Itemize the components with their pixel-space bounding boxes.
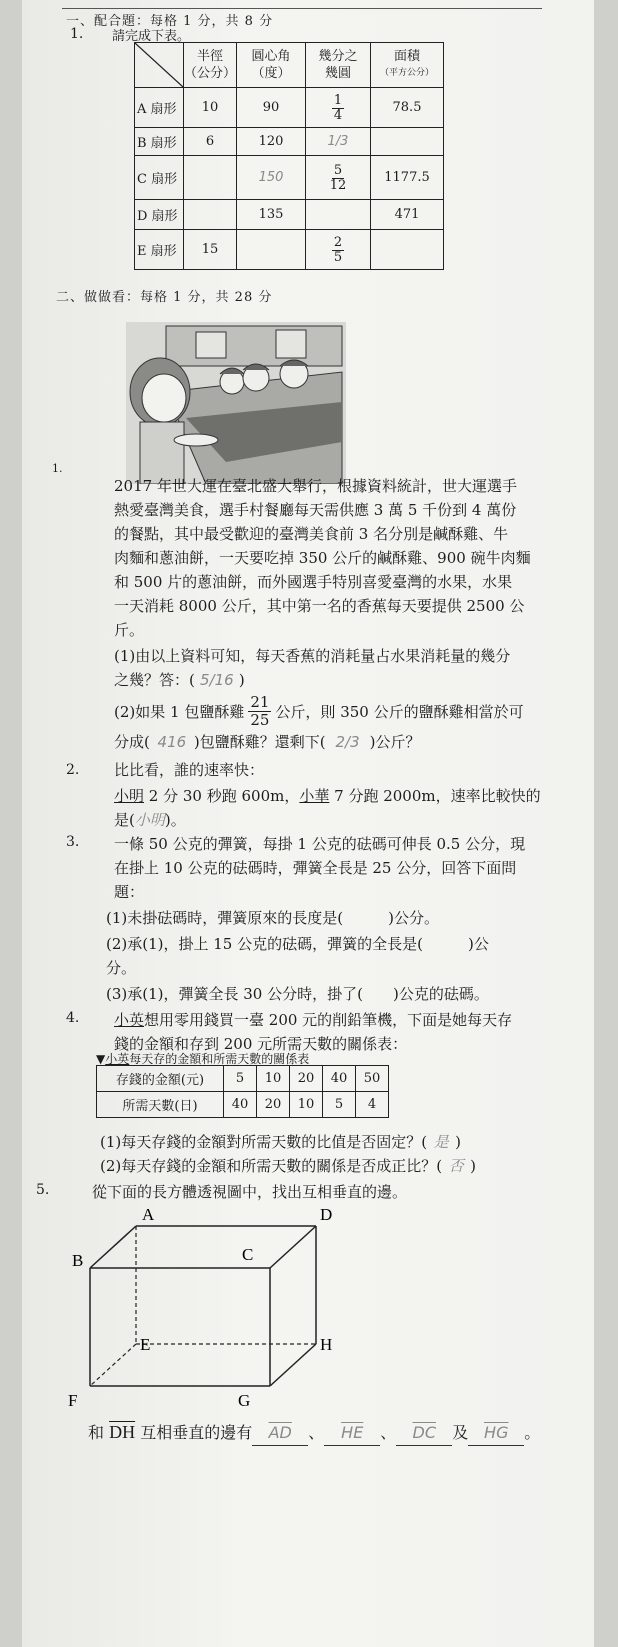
s2-q4-sub1: (1)每天存錢的金額對所需天數的比值是否固定？( 是 ) bbox=[100, 1130, 461, 1154]
vertex-label-G: G bbox=[238, 1391, 251, 1410]
illustration-graphic bbox=[126, 322, 346, 484]
cell: 40 bbox=[323, 1066, 356, 1092]
section1-heading: 一、配合題：每格 1 分，共 8 分 bbox=[66, 14, 274, 29]
table-corner-cell bbox=[135, 43, 184, 88]
cell: 10 bbox=[257, 1066, 290, 1092]
cafeteria-illustration bbox=[126, 322, 346, 484]
s2-q2-line1: 比比看，誰的速率快： bbox=[114, 761, 265, 779]
s2-q1-sub1-line: (1)由以上資料可知，每天香蕉的消耗量占水果消耗量的幾分 bbox=[114, 647, 511, 665]
cell-radius bbox=[184, 156, 237, 200]
s2-q1-line: 的餐點，其中最受歡迎的臺灣美食前 3 名分別是鹹酥雞、牛 bbox=[114, 525, 509, 543]
s2-q1-sub2-line: (2)如果 1 包鹽酥雞 $\frac{21}{25}$ 公斤，則 350 公斤的鹽酥雞相當於可 bbox=[114, 693, 524, 729]
cell-radius: 6 bbox=[184, 128, 237, 156]
s2-q1-line: 一天消耗 8000 公斤，其中第一名的香蕉每天要提供 2500 公 bbox=[114, 597, 525, 615]
cell-area: 471 bbox=[371, 200, 444, 230]
s2-q3-line: 一條 50 公克的彈簧，每掛 1 公克的砝碼可伸長 0.5 公分，現 bbox=[114, 835, 526, 853]
header-area: 面積 （平方公分） bbox=[371, 43, 444, 88]
cell-area bbox=[371, 230, 444, 270]
cell: 20 bbox=[290, 1066, 323, 1092]
vertex-label-C: C bbox=[242, 1245, 254, 1264]
answer-edge-4: $\overline{HG}$ bbox=[468, 1421, 524, 1446]
s2-q2-answer: 小明 bbox=[134, 811, 165, 829]
header-angle: 圓心角 （度） bbox=[237, 43, 306, 88]
table-row bbox=[135, 88, 444, 128]
s2-q2-line2: 小明 2 分 30 秒跑 600m，小華 7 分跑 2000m，速率比較快的 bbox=[114, 787, 541, 805]
vertex-label-H: H bbox=[320, 1335, 333, 1354]
cell: 50 bbox=[356, 1066, 389, 1092]
cell-angle: 135 bbox=[237, 200, 306, 230]
s2-q4-line1: 小英想用零用錢買一臺 200 元的削鉛筆機，下面是她每天存 bbox=[114, 1011, 513, 1029]
row-label: E 扇形 bbox=[135, 230, 184, 270]
cell-radius: 15 bbox=[184, 230, 237, 270]
row-label: D 扇形 bbox=[135, 200, 184, 230]
vertex-label-F: F bbox=[68, 1391, 78, 1410]
table-row bbox=[97, 1092, 389, 1118]
s2-q1-sub2-answer1: 416 bbox=[157, 733, 187, 751]
cell: 20 bbox=[257, 1092, 290, 1118]
corner-diagonal bbox=[135, 43, 183, 87]
top-rule bbox=[62, 0, 542, 9]
section1-q1-number: 1. bbox=[70, 26, 84, 42]
cell: 5 bbox=[323, 1092, 356, 1118]
s2-q2-line3: 是(小明)。 bbox=[114, 811, 186, 829]
s2-q1-line: 熱愛臺灣美食，選手村餐廳每天需供應 3 萬 5 千份到 4 萬份 bbox=[114, 501, 517, 519]
cell-fraction: $\frac{2}{5}$ bbox=[306, 230, 371, 270]
cell-angle bbox=[237, 230, 306, 270]
row-label: B 扇形 bbox=[135, 128, 184, 156]
s2-q3-number: 3. bbox=[66, 834, 80, 850]
s2-q1-line: 斤。 bbox=[114, 621, 145, 639]
s2-q1-sub2-answer2: 2/3 bbox=[335, 733, 360, 751]
cell: 4 bbox=[356, 1092, 389, 1118]
cell-fraction: $\frac{1}{4}$ bbox=[306, 88, 371, 128]
worksheet-page bbox=[22, 0, 594, 1647]
table-row bbox=[135, 200, 444, 230]
vertex-label-B: B bbox=[72, 1251, 84, 1270]
cell-area: 78.5 bbox=[371, 88, 444, 128]
edge-EF bbox=[90, 1344, 136, 1386]
s2-q4-sub1-answer: 是 bbox=[433, 1133, 449, 1151]
cell: 40 bbox=[224, 1092, 257, 1118]
cell-fraction bbox=[306, 200, 371, 230]
s2-q3-sub3: (3)承(1)，彈簧全長 30 公分時，掛了( )公克的砝碼。 bbox=[106, 985, 489, 1003]
sector-table bbox=[134, 42, 444, 270]
cell-fraction: $\frac{5}{12}$ bbox=[306, 156, 371, 200]
s2-q1-sub1-answer-line: 之幾？答：( 5/16 ) bbox=[114, 668, 245, 692]
s2-q4-sub2-answer: 否 bbox=[448, 1157, 464, 1175]
row-label: 所需天數(日) bbox=[97, 1092, 224, 1118]
savings-table bbox=[96, 1065, 389, 1118]
s2-q3-line: 題： bbox=[114, 883, 145, 901]
s2-q1-sub1-answer: 5/16 bbox=[200, 671, 234, 689]
s2-q1-number: 1. bbox=[52, 462, 63, 475]
s2-q4-line2: 錢的金額和存到 200 元所需天數的關係表： bbox=[114, 1035, 408, 1053]
row-label: A 扇形 bbox=[135, 88, 184, 128]
cell-area: 1177.5 bbox=[371, 156, 444, 200]
s2-q4-sub2: (2)每天存錢的金額和所需天數的關係是否成正比？( 否 ) bbox=[100, 1154, 476, 1178]
edge-DH-label: $\overline{DH}$ bbox=[109, 1422, 136, 1442]
cell: 5 bbox=[224, 1066, 257, 1092]
cell-angle: 90 bbox=[237, 88, 306, 128]
s2-q3-sub2-cont: 分。 bbox=[106, 959, 137, 977]
s2-q5-answer-line: 和 $\overline{DH}$ 互相垂直的邊有 $\overline{AD}$ 、 $\overline{HE}$ 、 $\overline{DC}$ 及 $\overline{HG}$ 。 bbox=[88, 1420, 540, 1446]
s2-q1-line: 肉麵和蔥油餅，一天要吃掉 350 公斤的鹹酥雞、900 碗牛肉麵 bbox=[114, 549, 531, 567]
table-row bbox=[135, 128, 444, 156]
answer-edge-3: $\overline{DC}$ bbox=[396, 1421, 452, 1446]
cell-radius bbox=[184, 200, 237, 230]
s2-q1-sub2-answer-line: 分成( 416 )包鹽酥雞？還剩下( 2/3 )公斤？ bbox=[114, 730, 420, 754]
header-fraction: 幾分之 幾圓 bbox=[306, 43, 371, 88]
s2-q1-line: 和 500 片的蔥油餅，而外國選手特別喜愛臺灣的水果，水果 bbox=[114, 573, 513, 591]
cell-area bbox=[371, 128, 444, 156]
s2-q1-line: 2017 年世大運在臺北盛大舉行，根據資料統計，世大運選手 bbox=[114, 477, 517, 495]
answer-edge-1: $\overline{AD}$ bbox=[252, 1421, 308, 1446]
cell: 10 bbox=[290, 1092, 323, 1118]
header-radius: 半徑 （公分） bbox=[184, 43, 237, 88]
vertex-label-D: D bbox=[320, 1205, 333, 1224]
cell-radius: 10 bbox=[184, 88, 237, 128]
s2-q5-line1: 從下面的長方體透視圖中，找出互相垂直的邊。 bbox=[92, 1183, 408, 1201]
edge-DC bbox=[270, 1226, 316, 1268]
vertex-label-A: A bbox=[142, 1205, 155, 1224]
table-row bbox=[135, 156, 444, 200]
cuboid-diagram bbox=[62, 1200, 362, 1430]
vertex-label-E: E bbox=[140, 1335, 151, 1354]
cell-angle-handwritten: 150 bbox=[237, 156, 306, 200]
section1-q1-text: 請完成下表。 bbox=[112, 29, 191, 44]
s2-q4-table-caption: ▼小英每天存的金額和所需天數的關係表 bbox=[96, 1052, 310, 1066]
edge-AB bbox=[90, 1226, 136, 1268]
s2-q3-line: 在掛上 10 公克的砝碼時，彈簧全長是 25 公分，回答下面問 bbox=[114, 859, 517, 877]
s2-q1-sub2-fraction: $\frac{21}{25}$ bbox=[250, 693, 270, 729]
cell-fraction-handwritten: 1/3 bbox=[306, 128, 371, 156]
s2-q3-sub2: (2)承(1)，掛上 15 公克的砝碼，彈簧的全長是( )公 bbox=[106, 935, 489, 953]
answer-edge-2: $\overline{HE}$ bbox=[324, 1421, 380, 1446]
table-row bbox=[97, 1066, 389, 1092]
cell-angle: 120 bbox=[237, 128, 306, 156]
row-label: 存錢的金額(元) bbox=[97, 1066, 224, 1092]
s2-q3-sub1: (1)未掛砝碼時，彈簧原來的長度是( )公分。 bbox=[106, 909, 439, 927]
s2-q2-number: 2. bbox=[66, 762, 80, 778]
table-row bbox=[135, 230, 444, 270]
edge-GH bbox=[270, 1344, 316, 1386]
row-label: C 扇形 bbox=[135, 156, 184, 200]
section2-heading: 二、做做看：每格 1 分，共 28 分 bbox=[56, 290, 273, 305]
s2-q4-number: 4. bbox=[66, 1010, 80, 1026]
s2-q5-number: 5. bbox=[36, 1182, 50, 1198]
